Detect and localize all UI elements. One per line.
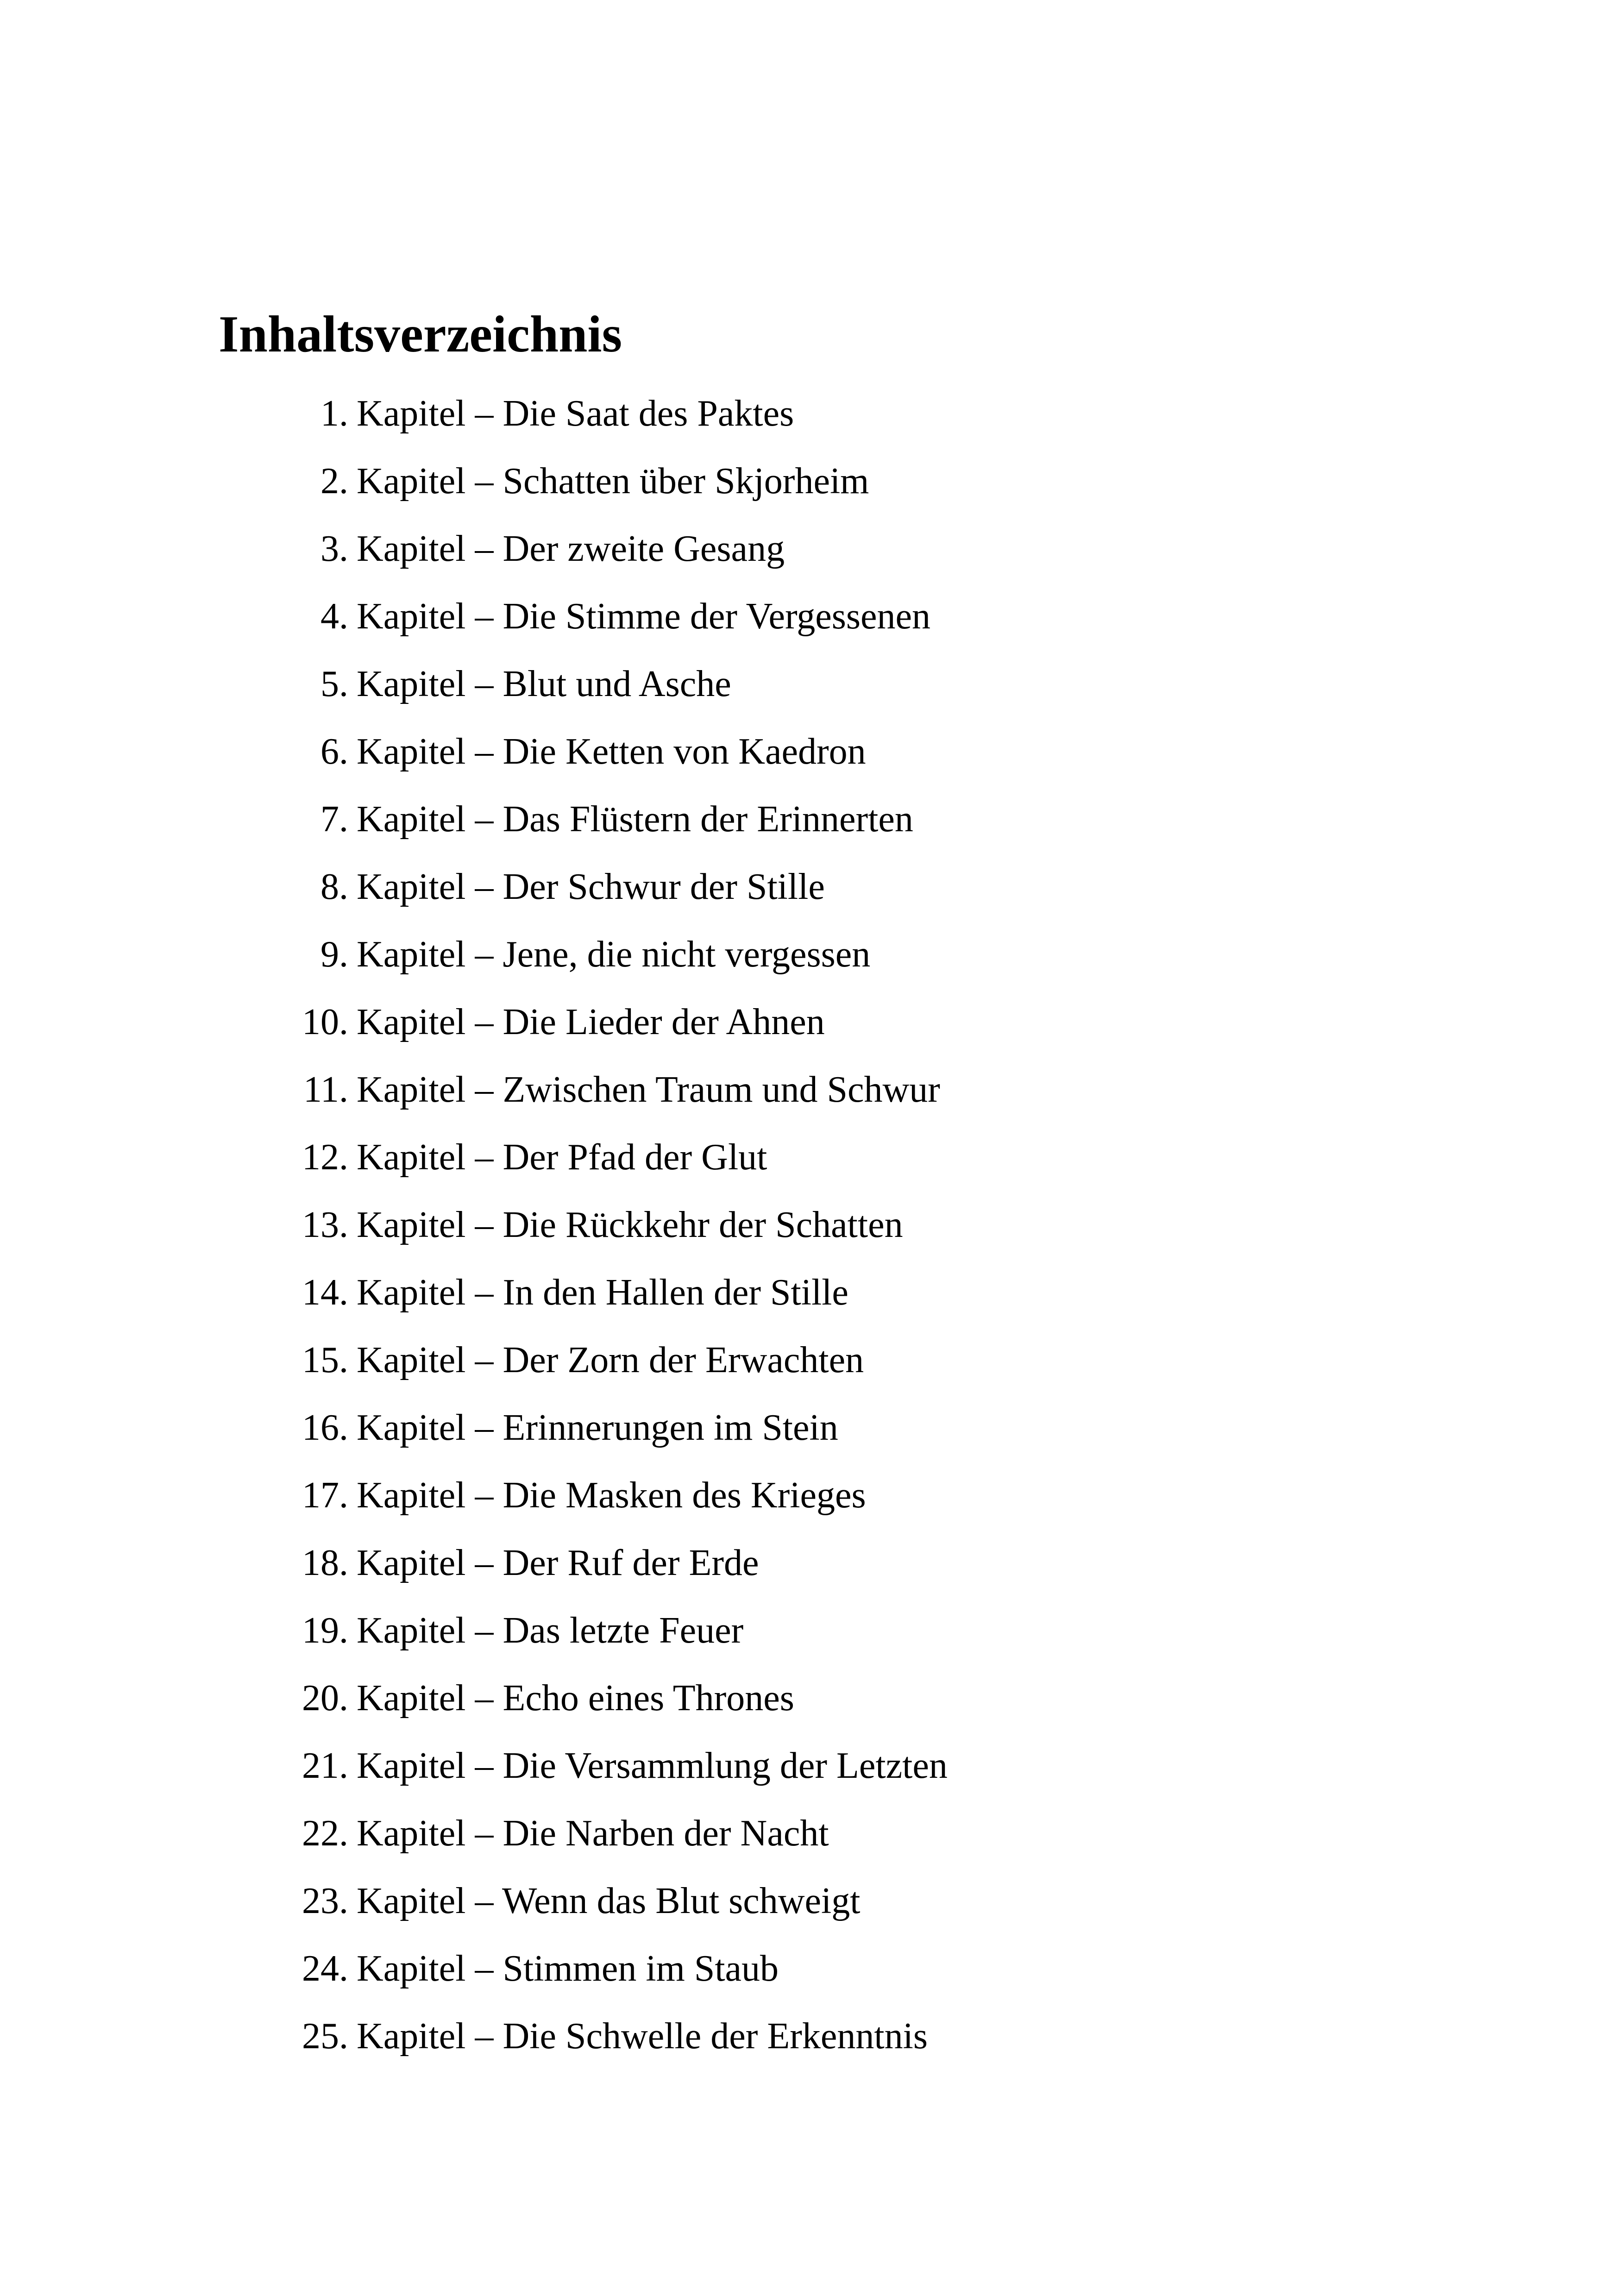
toc-entry-title: Kapitel – Die Lieder der Ahnen [357, 1002, 825, 1042]
toc-entry [0, 380, 1204, 447]
toc-entry-number: 3. [320, 528, 348, 569]
toc-entry-number: 1. [320, 393, 348, 434]
toc-entry-number: 10. [302, 1002, 348, 1042]
toc-entry-title: Kapitel – Die Versammlung der Letzten [357, 1745, 948, 1786]
toc-entry-title: Kapitel – Wenn das Blut schweigt [357, 1881, 861, 1921]
toc-entry-number: 5. [320, 664, 348, 704]
toc-entry-title: Kapitel – Schatten über Skjorheim [357, 461, 869, 502]
toc-entry-title: Kapitel – Die Saat des Paktes [357, 393, 794, 434]
toc-entry [0, 1800, 1204, 1867]
toc-entry-number: 17. [302, 1475, 348, 1516]
toc-entry [0, 853, 1204, 921]
toc-list [0, 380, 1204, 2070]
toc-entry-title: Kapitel – Die Ketten von Kaedron [357, 731, 866, 772]
toc-entry-title: Kapitel – Die Rückkehr der Schatten [357, 1204, 903, 1245]
toc-entry-number: 9. [320, 934, 348, 975]
toc-entry-number: 4. [320, 596, 348, 637]
toc-entry-number: 22. [302, 1813, 348, 1854]
toc-entry-title: Kapitel – Das Flüstern der Erinnerten [357, 799, 913, 840]
toc-entry-title: Kapitel – Der Ruf der Erde [357, 1543, 759, 1583]
toc-entry-number: 11. [303, 1069, 348, 1110]
toc-entry-number: 20. [302, 1678, 348, 1719]
toc-entry-number: 12. [302, 1137, 348, 1178]
toc-entry [0, 1935, 1204, 2002]
toc-entry-number: 13. [302, 1204, 348, 1245]
toc-entry-number: 15. [302, 1340, 348, 1380]
toc-entry-title: Kapitel – In den Hallen der Stille [357, 1272, 848, 1313]
toc-entry-number: 16. [302, 1407, 348, 1448]
toc-entry-title: Kapitel – Der Zorn der Erwachten [357, 1340, 864, 1380]
toc-entry-number: 19. [302, 1610, 348, 1651]
toc-entry-title: Kapitel – Die Stimme der Vergessenen [357, 596, 930, 637]
toc-entry-title: Kapitel – Echo eines Thrones [357, 1678, 794, 1719]
toc-entry [0, 1664, 1204, 1732]
toc-entry [0, 515, 1204, 583]
toc-entry-title: Kapitel – Zwischen Traum und Schwur [357, 1069, 940, 1110]
toc-entry-title: Kapitel – Jene, die nicht vergessen [357, 934, 871, 975]
toc-entry [0, 785, 1204, 853]
toc-entry-title: Kapitel – Die Schwelle der Erkenntnis [357, 2016, 928, 2057]
toc-entry [0, 1123, 1204, 1191]
toc-entry [0, 1732, 1204, 1800]
toc-entry-title: Kapitel – Der zweite Gesang [357, 528, 785, 569]
toc-entry [0, 1259, 1204, 1326]
toc-entry [0, 718, 1204, 785]
toc-entry-title: Kapitel – Das letzte Feuer [357, 1610, 744, 1651]
toc-entry-number: 7. [320, 799, 348, 840]
toc-entry-title: Kapitel – Erinnerungen im Stein [357, 1407, 838, 1448]
toc-entry-title: Kapitel – Die Narben der Nacht [357, 1813, 829, 1854]
toc-entry [0, 1326, 1204, 1394]
toc-entry-number: 25. [302, 2016, 348, 2057]
toc-entry [0, 988, 1204, 1056]
toc-entry-number: 6. [320, 731, 348, 772]
toc-entry-number: 24. [302, 1948, 348, 1989]
toc-entry-number: 23. [302, 1881, 348, 1921]
toc-entry [0, 1191, 1204, 1259]
toc-entry-number: 18. [302, 1543, 348, 1583]
toc-entry [0, 650, 1204, 718]
toc-entry-number: 2. [320, 461, 348, 502]
toc-entry-number: 14. [302, 1272, 348, 1313]
toc-entry [0, 2002, 1204, 2070]
toc-entry [0, 1529, 1204, 1597]
toc-entry-title: Kapitel – Stimmen im Staub [357, 1948, 779, 1989]
toc-entry [0, 1394, 1204, 1462]
toc-heading: Inhaltsverzeichnis [219, 306, 622, 363]
toc-entry-title: Kapitel – Blut und Asche [357, 664, 731, 704]
toc-entry-title: Kapitel – Die Masken des Krieges [357, 1475, 866, 1516]
toc-entry [0, 583, 1204, 650]
toc-entry [0, 1462, 1204, 1529]
toc-entry-title: Kapitel – Der Schwur der Stille [357, 866, 825, 907]
toc-entry [0, 1056, 1204, 1123]
toc-entry-title: Kapitel – Der Pfad der Glut [357, 1137, 767, 1178]
toc-entry [0, 921, 1204, 988]
toc-entry-number: 21. [302, 1745, 348, 1786]
toc-entry-number: 8. [320, 866, 348, 907]
toc-entry [0, 1867, 1204, 1935]
toc-entry [0, 1597, 1204, 1664]
toc-entry [0, 447, 1204, 515]
